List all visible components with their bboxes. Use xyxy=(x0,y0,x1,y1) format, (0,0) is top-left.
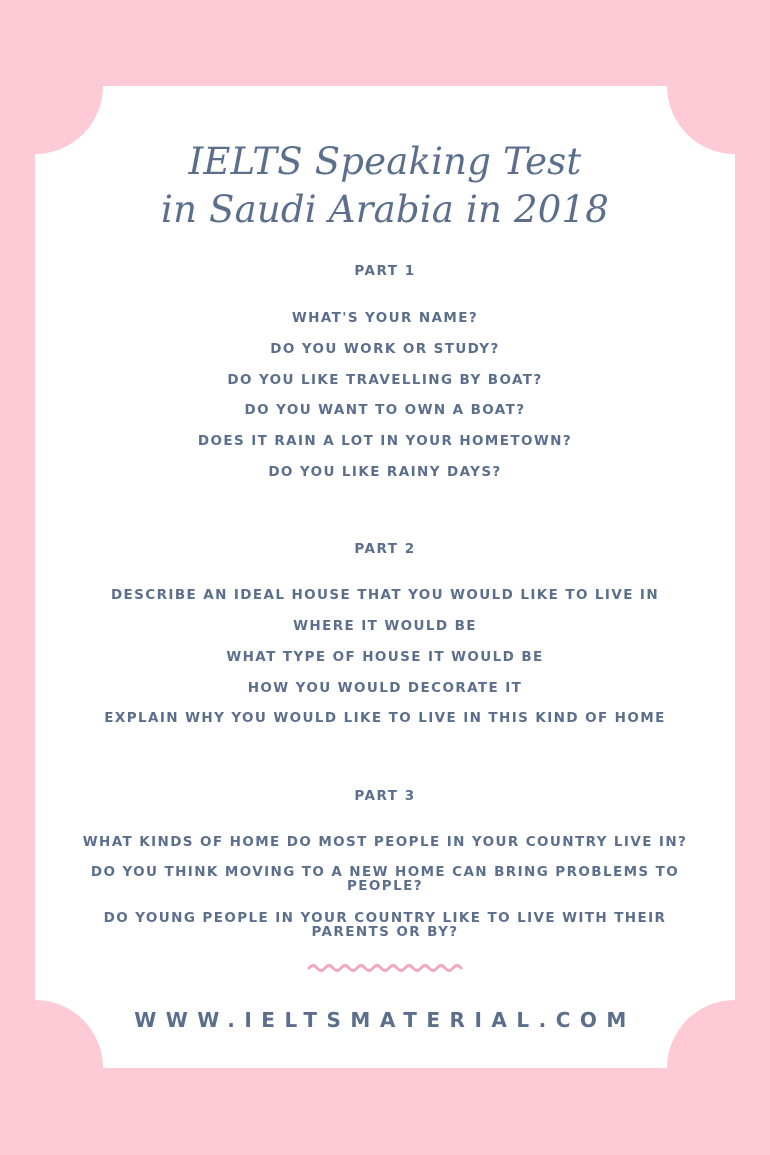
website-url[interactable]: WWW.IELTSMATERIAL.COM xyxy=(134,1008,636,1032)
card-content xyxy=(40,80,730,1070)
title-line-2: in Saudi Arabia in 2018 xyxy=(161,188,609,231)
page-title xyxy=(40,138,730,234)
part-1-question: DO YOU WORK OR STUDY? xyxy=(270,341,500,357)
part-3-question: WHAT KINDS OF HOME DO MOST PEOPLE IN YOUR COUNTRY LIVE IN? xyxy=(82,834,688,850)
part-2-question: EXPLAIN WHY YOU WOULD LIKE TO LIVE IN THIS KIND OF HOME xyxy=(104,710,666,726)
part-1-question: DO YOU WANT TO OWN A BOAT? xyxy=(244,402,526,418)
part-1-question: WHAT'S YOUR NAME? xyxy=(291,310,479,326)
part-2-label: PART 2 xyxy=(354,541,416,557)
part-2-question: WHAT TYPE OF HOUSE IT WOULD BE xyxy=(226,649,544,665)
squiggle-divider-icon xyxy=(307,960,463,976)
part-1-label: PART 1 xyxy=(354,263,416,279)
part-3-question: DO YOUNG PEOPLE IN YOUR COUNTRY LIKE TO LIVE WITH THEIR PARENTS OR BY? xyxy=(103,910,667,940)
title-line-1: IELTS Speaking Test xyxy=(188,140,582,183)
part-2-question: WHERE IT WOULD BE xyxy=(293,618,477,634)
part-1-question: DO YOU LIKE TRAVELLING BY BOAT? xyxy=(227,372,543,388)
part-1-question: DOES IT RAIN A LOT IN YOUR HOMETOWN? xyxy=(197,433,573,449)
part-1-question: DO YOU LIKE RAINY DAYS? xyxy=(268,464,502,480)
part-2-question: DESCRIBE AN IDEAL HOUSE THAT YOU WOULD LIKE TO LIVE IN xyxy=(110,587,660,603)
part-2-question: HOW YOU WOULD DECORATE IT xyxy=(247,680,523,696)
part-3-question: DO YOU THINK MOVING TO A NEW HOME CAN BRING PROBLEMS TO PEOPLE? xyxy=(90,864,680,894)
part-3-label: PART 3 xyxy=(354,788,416,804)
